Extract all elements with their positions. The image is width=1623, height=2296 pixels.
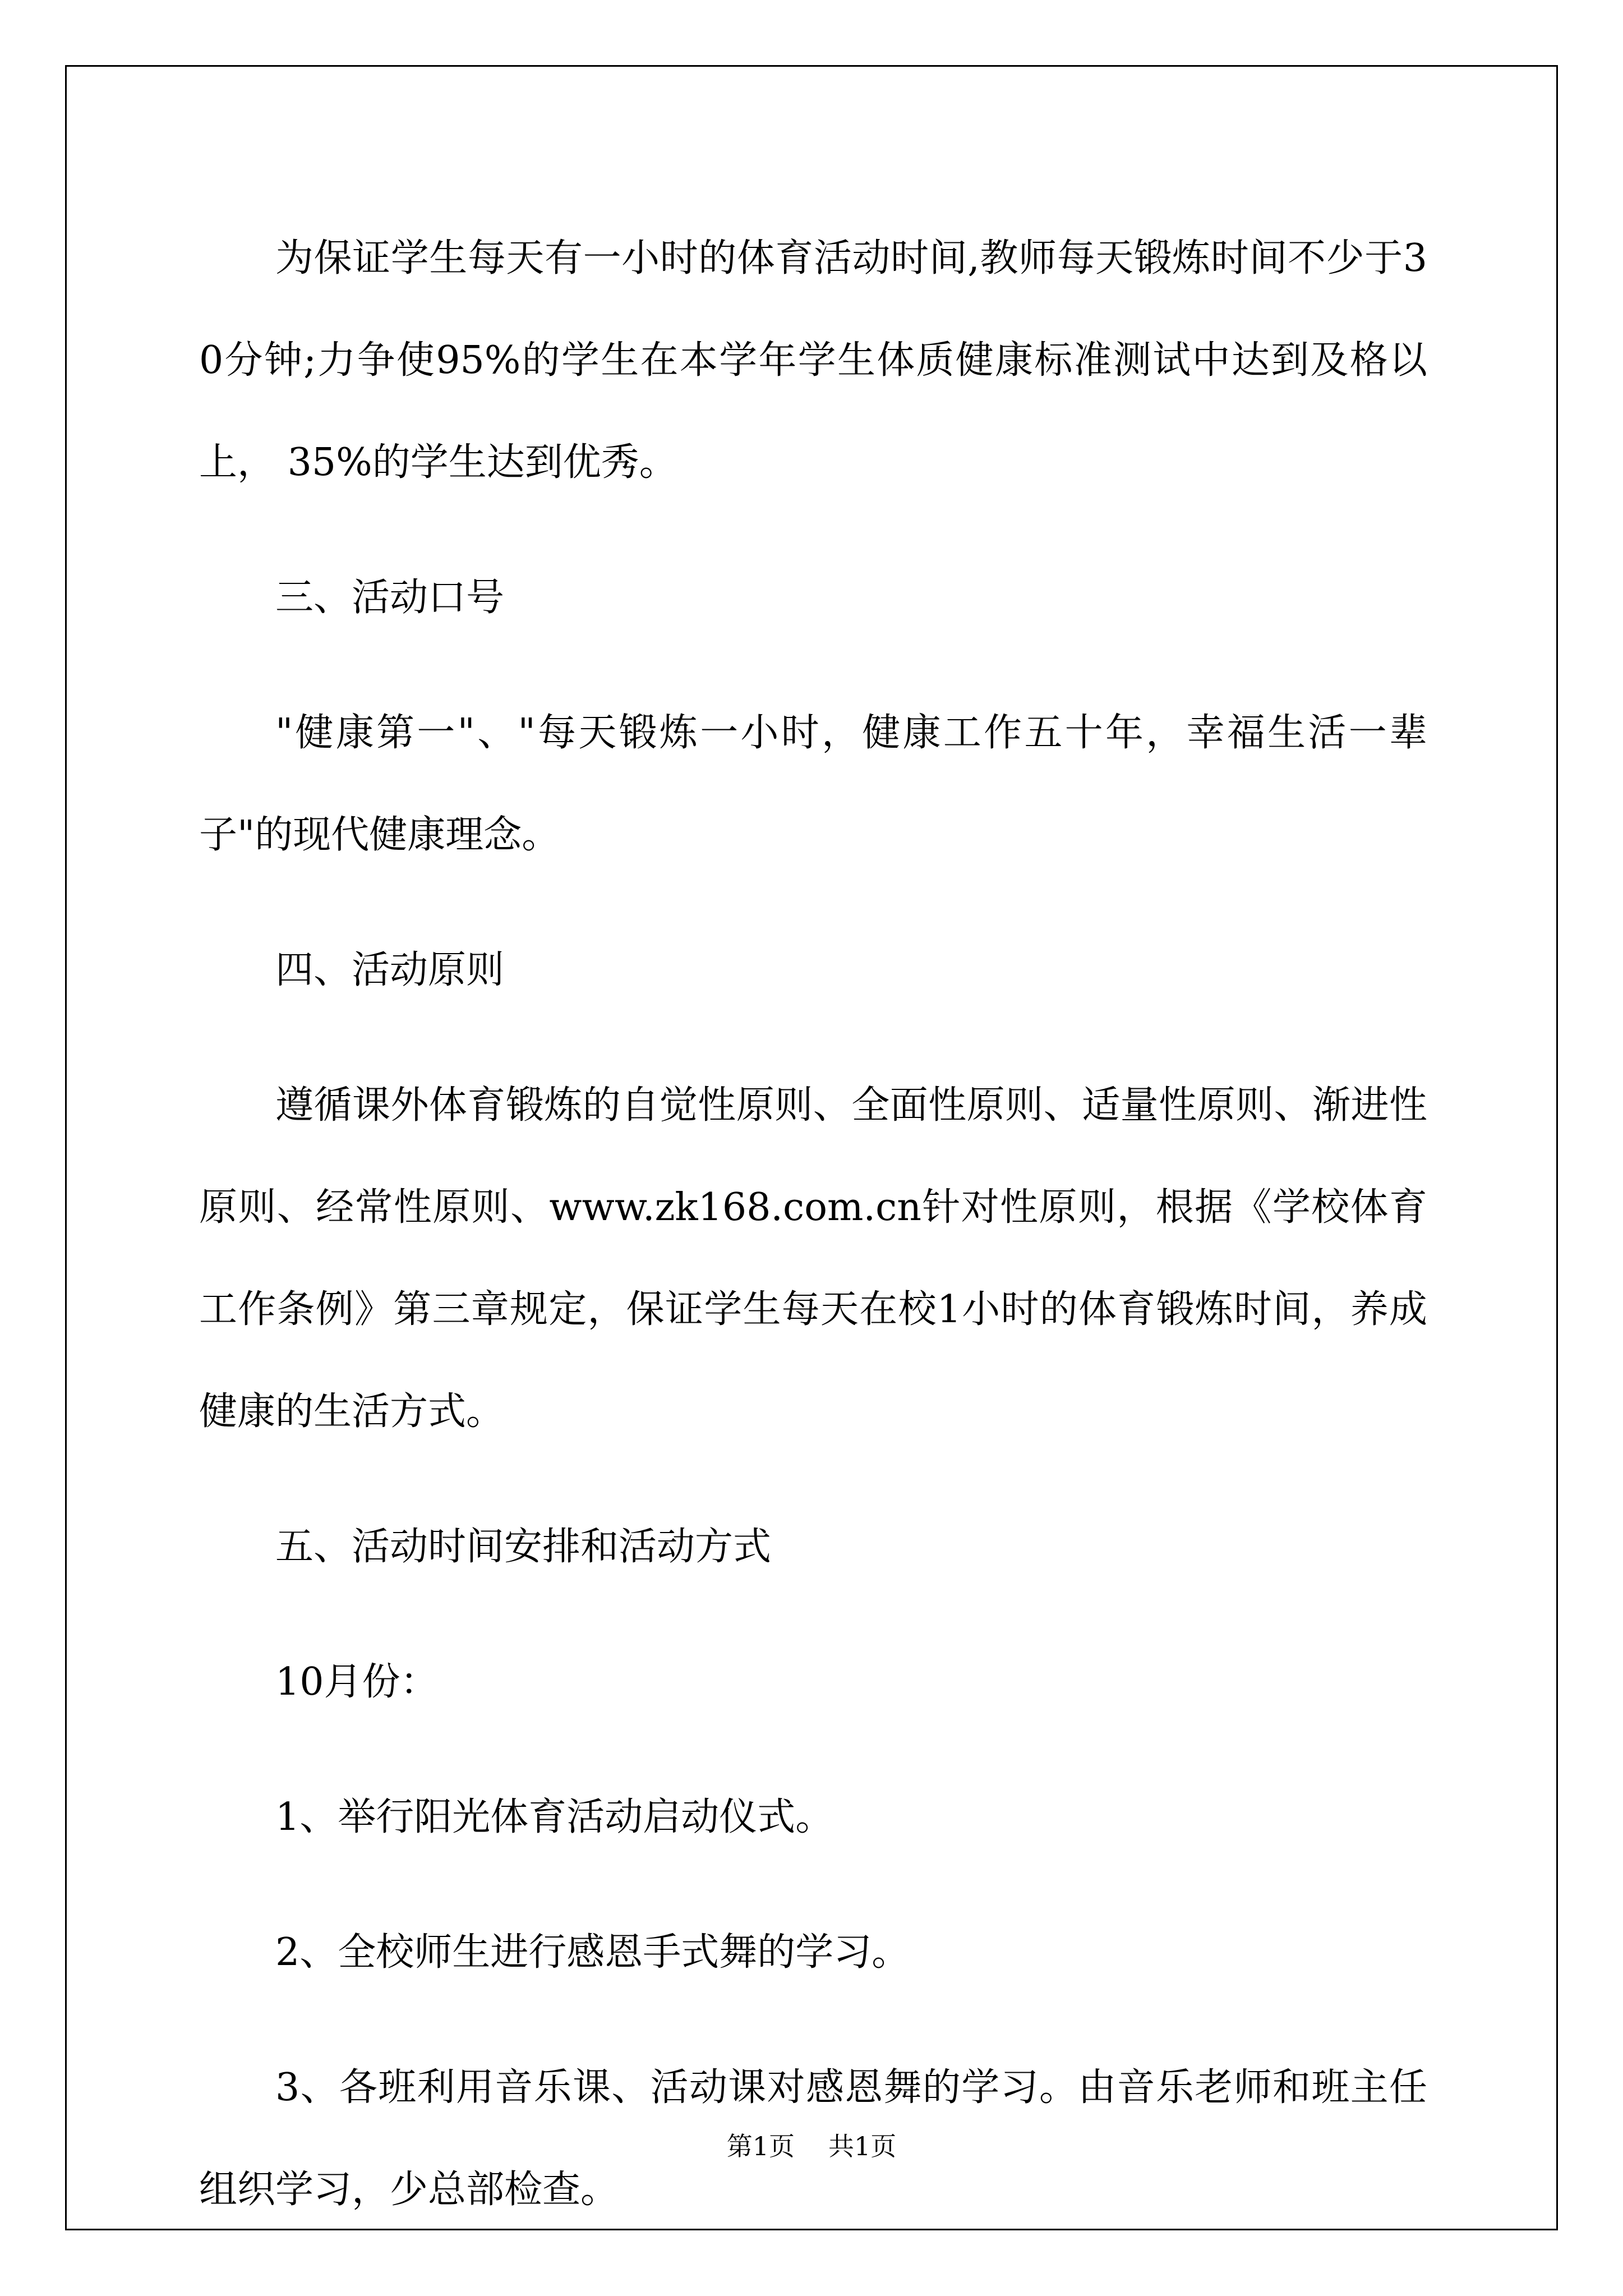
paragraph-slogan: "健康第一"、"每天锻炼一小时，健康工作五十年，幸福生活一辈子"的现代健康理念。 xyxy=(199,711,1427,857)
heading-schedule: 五、活动时间安排和活动方式 xyxy=(275,1525,772,1569)
heading-activity-principles: 四、活动原则 xyxy=(275,948,505,992)
heading-october: 10月份： xyxy=(275,1660,439,1704)
paragraph-principles: 遵循课外体育锻炼的自觉性原则、全面性原则、适量性原则、渐进性原则、经常性原则、www.zk168.com.cn针对性原则，根据《学校体育工作条例》第三章规定，保证学生每天在校1小时的体育锻炼时间，养成健康的生活方式。 xyxy=(199,1083,1427,1434)
list-item-3: 3、各班利用音乐课、活动课对感恩舞的学习。由音乐老师和班主任组织学习，少总部检查。 xyxy=(199,2065,1427,2212)
page-footer xyxy=(0,2126,1623,2163)
paragraph-fitness-goal: 为保证学生每天有一小时的体育活动时间,教师每天锻炼时间不少于30分钟;力争使95%的学生在本学年学生体质健康标准测试中达到及格以上， 35%的学生达到优秀。 xyxy=(199,236,1427,485)
document-body xyxy=(199,208,1427,2274)
heading-activity-slogan: 三、活动口号 xyxy=(275,576,505,620)
page-total: 共1页 xyxy=(828,2131,897,2161)
list-item-1: 1、举行阳光体育活动启动仪式。 xyxy=(275,1795,834,1839)
page-number: 第1页 xyxy=(726,2131,795,2161)
list-item-2: 2、全校师生进行感恩手式舞的学习。 xyxy=(275,1930,910,1975)
